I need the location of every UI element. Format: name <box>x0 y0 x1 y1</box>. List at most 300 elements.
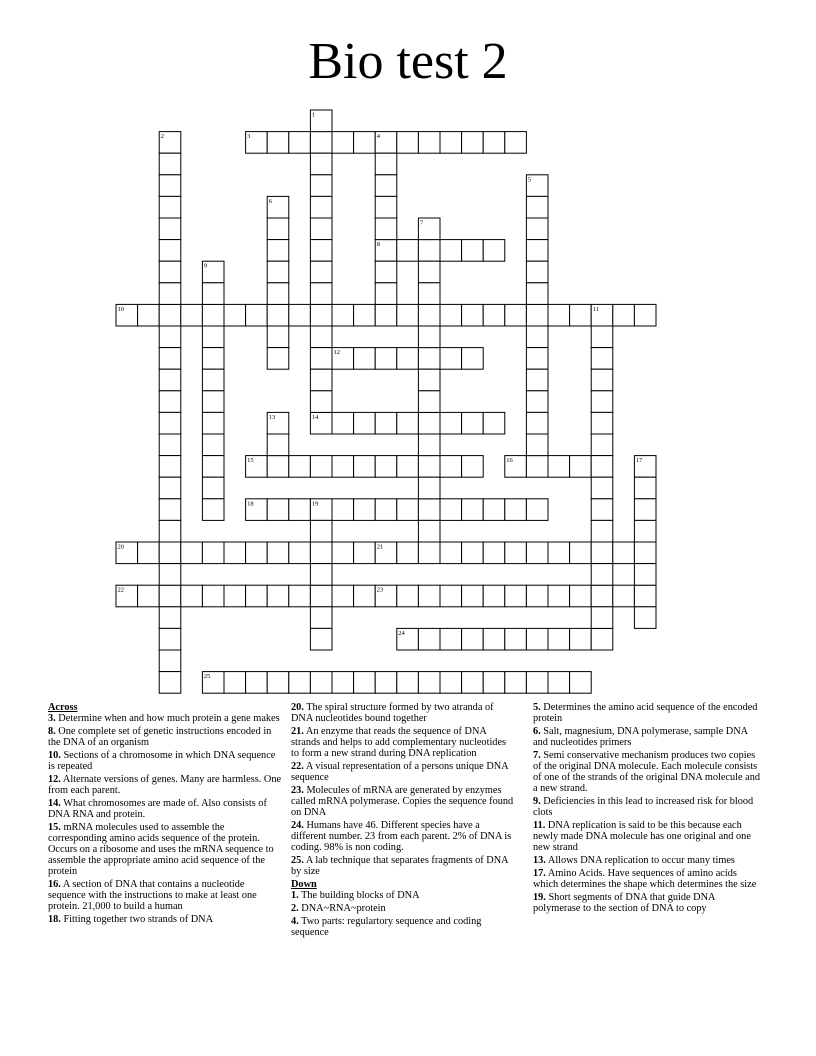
grid-cell[interactable] <box>505 304 527 326</box>
grid-cell[interactable] <box>267 585 289 607</box>
grid-cell[interactable] <box>159 240 181 262</box>
grid-cell[interactable] <box>159 499 181 521</box>
grid-cell[interactable] <box>526 240 548 262</box>
grid-cell[interactable] <box>462 412 484 434</box>
grid-cell[interactable] <box>289 499 311 521</box>
grid-cell[interactable] <box>462 348 484 370</box>
grid-cell[interactable] <box>397 542 419 564</box>
grid-cell[interactable] <box>202 348 224 370</box>
grid-cell[interactable] <box>354 672 376 694</box>
grid-cell[interactable] <box>159 520 181 542</box>
grid-cell[interactable] <box>375 261 397 283</box>
grid-cell[interactable] <box>332 585 354 607</box>
grid-cell[interactable] <box>397 348 419 370</box>
down-clue <box>291 903 515 914</box>
grid-cell[interactable] <box>526 628 548 650</box>
across-clue <box>48 798 284 820</box>
clues-column-2 <box>291 702 515 940</box>
grid-cell[interactable] <box>418 456 440 478</box>
grid-cell[interactable] <box>483 132 505 154</box>
grid-cell[interactable] <box>159 542 181 564</box>
grid-cell[interactable] <box>181 585 203 607</box>
grid-cell[interactable] <box>375 304 397 326</box>
grid-cell[interactable] <box>375 672 397 694</box>
across-clue <box>48 879 284 912</box>
grid-cell[interactable] <box>159 218 181 240</box>
grid-cell[interactable] <box>634 607 656 629</box>
grid-cell[interactable] <box>526 348 548 370</box>
grid-cell[interactable] <box>202 477 224 499</box>
grid-cell[interactable] <box>634 542 656 564</box>
grid-cell[interactable] <box>483 542 505 564</box>
grid-cell[interactable] <box>397 412 419 434</box>
grid-cell[interactable] <box>267 348 289 370</box>
grid-cell[interactable] <box>310 520 332 542</box>
grid-cell[interactable] <box>570 672 592 694</box>
clue-text: A section of DNA that contains a nucleotide sequence with the instructions to make at least one protein. 21,000 to build a human <box>48 879 257 912</box>
grid-cell[interactable] <box>375 153 397 175</box>
grid-cell[interactable] <box>418 369 440 391</box>
grid-cell[interactable] <box>202 542 224 564</box>
grid-cell[interactable] <box>483 240 505 262</box>
grid-cell[interactable] <box>526 434 548 456</box>
grid-cell[interactable] <box>483 628 505 650</box>
grid-cell[interactable] <box>375 456 397 478</box>
grid-cell[interactable] <box>138 304 160 326</box>
grid-cell[interactable] <box>418 132 440 154</box>
grid-cell[interactable] <box>267 542 289 564</box>
grid-cell[interactable] <box>440 240 462 262</box>
grid-cell[interactable] <box>634 520 656 542</box>
grid-cell[interactable] <box>354 456 376 478</box>
grid-cell[interactable] <box>613 585 635 607</box>
grid-cell[interactable] <box>418 261 440 283</box>
clue-num: 5. <box>533 702 541 713</box>
grid-cell[interactable] <box>267 326 289 348</box>
grid-cell[interactable] <box>332 456 354 478</box>
clue-text: Alternate versions of genes. Many are harmless. One from each parent. <box>48 774 282 796</box>
grid-cell[interactable] <box>159 391 181 413</box>
grid-cell[interactable] <box>462 456 484 478</box>
grid-cell[interactable] <box>462 499 484 521</box>
grid-cell[interactable] <box>289 542 311 564</box>
grid-cell[interactable] <box>570 304 592 326</box>
grid-cell[interactable] <box>526 196 548 218</box>
grid-cell[interactable] <box>267 132 289 154</box>
clue-num: 13. <box>533 855 546 866</box>
grid-cell[interactable] <box>181 304 203 326</box>
grid-cell[interactable] <box>418 672 440 694</box>
grid-cell[interactable] <box>267 283 289 305</box>
grid-cell[interactable] <box>462 240 484 262</box>
grid-cell[interactable] <box>332 304 354 326</box>
grid-cell[interactable] <box>310 672 332 694</box>
grid-cell[interactable] <box>570 456 592 478</box>
clue-text: Determine when and how much protein a gene makes <box>55 713 280 724</box>
grid-cell[interactable] <box>375 175 397 197</box>
grid-cell[interactable] <box>159 175 181 197</box>
grid-cell[interactable] <box>267 261 289 283</box>
grid-cell[interactable] <box>138 542 160 564</box>
grid-cell[interactable] <box>310 391 332 413</box>
grid-cell[interactable] <box>526 304 548 326</box>
clue-text: The building blocks of DNA <box>298 890 420 901</box>
grid-cell[interactable] <box>418 585 440 607</box>
clue-text: Determines the amino acid sequence of the encoded protein <box>533 702 758 724</box>
grid-cell[interactable] <box>418 628 440 650</box>
grid-cell[interactable] <box>440 628 462 650</box>
grid-cell[interactable] <box>202 499 224 521</box>
grid-cell[interactable] <box>397 499 419 521</box>
grid-cell[interactable] <box>591 434 613 456</box>
grid-cell[interactable] <box>418 520 440 542</box>
grid-cell[interactable] <box>289 132 311 154</box>
grid-cell[interactable] <box>613 542 635 564</box>
grid-cell[interactable] <box>397 456 419 478</box>
grid-cell[interactable] <box>159 607 181 629</box>
grid-cell[interactable] <box>418 283 440 305</box>
grid-cell[interactable] <box>289 304 311 326</box>
grid-cell[interactable] <box>462 585 484 607</box>
grid-cell[interactable] <box>224 585 246 607</box>
grid-cell[interactable] <box>548 628 570 650</box>
grid-cell[interactable] <box>375 196 397 218</box>
clue-text: One complete set of genetic instructions encoded in the DNA of an organism <box>48 726 272 748</box>
grid-cell[interactable] <box>548 585 570 607</box>
clue-text: A lab technique that separates fragments of DNA by size <box>291 855 509 877</box>
grid-cell[interactable] <box>440 672 462 694</box>
grid-cell[interactable] <box>202 391 224 413</box>
grid-cell[interactable] <box>375 348 397 370</box>
grid-cell[interactable] <box>440 456 462 478</box>
clue-number-1: 1 <box>311 111 316 119</box>
grid-cell[interactable] <box>310 585 332 607</box>
grid-cell[interactable] <box>159 412 181 434</box>
grid-cell[interactable] <box>289 672 311 694</box>
grid-cell[interactable] <box>526 369 548 391</box>
grid-cell[interactable] <box>634 585 656 607</box>
grid-cell[interactable] <box>354 412 376 434</box>
grid-cell[interactable] <box>418 434 440 456</box>
grid-cell[interactable] <box>462 672 484 694</box>
grid-cell[interactable] <box>202 326 224 348</box>
grid-cell[interactable] <box>159 326 181 348</box>
grid-cell[interactable] <box>246 672 268 694</box>
grid-cell[interactable] <box>310 153 332 175</box>
grid-cell[interactable] <box>310 348 332 370</box>
clue-text: DNA replication is said to be this because each newly made DNA molecule has one original and one new strand <box>533 820 751 853</box>
grid-cell[interactable] <box>224 304 246 326</box>
clue-number-19: 19 <box>311 500 319 508</box>
grid-cell[interactable] <box>310 304 332 326</box>
grid-cell[interactable] <box>354 542 376 564</box>
grid-cell[interactable] <box>462 542 484 564</box>
grid-cell[interactable] <box>246 304 268 326</box>
grid-cell[interactable] <box>462 132 484 154</box>
down-clue <box>533 796 763 818</box>
grid-cell[interactable] <box>440 542 462 564</box>
grid-cell[interactable] <box>310 326 332 348</box>
grid-cell[interactable] <box>526 542 548 564</box>
clue-number-8: 8 <box>376 241 380 249</box>
grid-cell[interactable] <box>634 499 656 521</box>
grid-cell[interactable] <box>310 542 332 564</box>
grid-cell[interactable] <box>310 283 332 305</box>
grid-cell[interactable] <box>591 391 613 413</box>
grid-cell[interactable] <box>159 196 181 218</box>
clue-number-20: 20 <box>117 543 124 551</box>
grid-cell[interactable] <box>332 542 354 564</box>
grid-cell[interactable] <box>526 218 548 240</box>
grid-cell[interactable] <box>526 326 548 348</box>
grid-cell[interactable] <box>332 672 354 694</box>
grid-cell[interactable] <box>267 304 289 326</box>
clue-number-22: 22 <box>117 586 124 594</box>
grid-cell[interactable] <box>634 304 656 326</box>
grid-cell[interactable] <box>591 499 613 521</box>
clue-num: 1. <box>291 890 299 901</box>
grid-cell[interactable] <box>462 628 484 650</box>
clue-text: The spiral structure formed by two atranda of DNA nucleotides bound together <box>291 702 494 724</box>
clue-number-6: 6 <box>268 197 272 205</box>
grid-cell[interactable] <box>418 240 440 262</box>
clue-text: Sections of a chromosome in which DNA sequence is repeated <box>48 750 276 772</box>
grid-cell[interactable] <box>570 542 592 564</box>
grid-cell[interactable] <box>159 672 181 694</box>
grid-cell[interactable] <box>159 369 181 391</box>
clue-number-5: 5 <box>527 176 532 184</box>
clue-num: 6. <box>533 726 541 737</box>
clue-text: Fitting together two strands of DNA <box>60 914 214 925</box>
clue-num: 15. <box>48 822 61 833</box>
clue-number-18: 18 <box>247 500 254 508</box>
grid-cell[interactable] <box>462 304 484 326</box>
clue-num: 7. <box>533 750 541 761</box>
grid-cell[interactable] <box>418 412 440 434</box>
clue-num: 11. <box>533 820 546 831</box>
grid-cell[interactable] <box>159 477 181 499</box>
grid-cell[interactable] <box>224 542 246 564</box>
grid-cell[interactable] <box>310 564 332 586</box>
clue-number-15: 15 <box>247 457 254 465</box>
grid-cell[interactable] <box>591 369 613 391</box>
grid-cell[interactable] <box>310 607 332 629</box>
grid-cell[interactable] <box>202 585 224 607</box>
grid-cell[interactable] <box>418 391 440 413</box>
grid-cell[interactable] <box>613 304 635 326</box>
grid-cell[interactable] <box>202 456 224 478</box>
grid-cell[interactable] <box>591 607 613 629</box>
grid-cell[interactable] <box>375 283 397 305</box>
grid-cell[interactable] <box>332 499 354 521</box>
grid-cell[interactable] <box>159 564 181 586</box>
clue-number-17: 17 <box>635 457 643 465</box>
grid-cell[interactable] <box>159 261 181 283</box>
clue-text: Humans have 46. Different species have a different number. 23 from each parent. 2% of DNA is coding. 98% is non coding. <box>291 820 512 853</box>
across-clue <box>48 914 284 925</box>
across-clue <box>291 855 515 877</box>
grid-cell[interactable] <box>483 412 505 434</box>
grid-cell[interactable] <box>570 585 592 607</box>
grid-cell[interactable] <box>591 348 613 370</box>
clue-text: Allows DNA replication to occur many times <box>545 855 735 866</box>
grid-cell[interactable] <box>310 456 332 478</box>
grid-cell[interactable] <box>591 326 613 348</box>
grid-cell[interactable] <box>548 304 570 326</box>
grid-cell[interactable] <box>418 304 440 326</box>
clue-text: Deficiencies in this lead to increased risk for blood clots <box>533 796 754 818</box>
clue-num: 8. <box>48 726 56 737</box>
grid-cell[interactable] <box>354 585 376 607</box>
grid-cell[interactable] <box>591 585 613 607</box>
grid-cell[interactable] <box>440 132 462 154</box>
grid-cell[interactable] <box>397 240 419 262</box>
grid-cell[interactable] <box>310 196 332 218</box>
clue-text: Semi conservative mechanism produces two copies of the original DNA molecule. Each molecule consists of one of the strands of the original DNA molecule and a new strand. <box>533 750 761 794</box>
grid-cell[interactable] <box>591 542 613 564</box>
grid-cell[interactable] <box>440 348 462 370</box>
grid-cell[interactable] <box>591 456 613 478</box>
grid-cell[interactable] <box>267 434 289 456</box>
grid-cell[interactable] <box>634 477 656 499</box>
grid-cell[interactable] <box>159 456 181 478</box>
grid-cell[interactable] <box>354 304 376 326</box>
across-clue <box>48 774 284 796</box>
grid-cell[interactable] <box>354 499 376 521</box>
grid-cell[interactable] <box>548 672 570 694</box>
grid-cell[interactable] <box>505 542 527 564</box>
grid-cell[interactable] <box>526 672 548 694</box>
grid-cell[interactable] <box>505 628 527 650</box>
grid-cell[interactable] <box>483 499 505 521</box>
grid-cell[interactable] <box>289 585 311 607</box>
grid-cell[interactable] <box>310 218 332 240</box>
clue-text: Two parts: regulartory sequence and coding sequence <box>291 916 482 938</box>
grid-cell[interactable] <box>418 348 440 370</box>
grid-cell[interactable] <box>138 585 160 607</box>
clue-number-12: 12 <box>333 349 340 357</box>
grid-cell[interactable] <box>591 628 613 650</box>
grid-cell[interactable] <box>159 283 181 305</box>
grid-cell[interactable] <box>570 628 592 650</box>
grid-cell[interactable] <box>267 240 289 262</box>
grid-cell[interactable] <box>375 412 397 434</box>
grid-cell[interactable] <box>159 304 181 326</box>
grid-cell[interactable] <box>418 542 440 564</box>
across-clue <box>48 726 284 748</box>
grid-cell[interactable] <box>267 456 289 478</box>
grid-cell[interactable] <box>246 585 268 607</box>
grid-cell[interactable] <box>634 564 656 586</box>
clue-num: 25. <box>291 855 304 866</box>
grid-cell[interactable] <box>440 585 462 607</box>
grid-cell[interactable] <box>505 672 527 694</box>
down-header: Down <box>291 879 317 890</box>
grid-cell[interactable] <box>483 304 505 326</box>
grid-cell[interactable] <box>505 499 527 521</box>
grid-cell[interactable] <box>397 672 419 694</box>
clue-number-3: 3 <box>247 133 251 141</box>
grid-cell[interactable] <box>289 456 311 478</box>
grid-cell[interactable] <box>310 628 332 650</box>
clue-number-9: 9 <box>203 262 208 270</box>
grid-cell[interactable] <box>181 542 203 564</box>
grid-cell[interactable] <box>332 412 354 434</box>
grid-cell[interactable] <box>310 369 332 391</box>
grid-cell[interactable] <box>526 283 548 305</box>
grid-cell[interactable] <box>224 672 246 694</box>
grid-cell[interactable] <box>159 628 181 650</box>
grid-cell[interactable] <box>159 434 181 456</box>
grid-cell[interactable] <box>591 477 613 499</box>
grid-cell[interactable] <box>505 585 527 607</box>
grid-cell[interactable] <box>505 132 527 154</box>
grid-cell[interactable] <box>418 499 440 521</box>
grid-cell[interactable] <box>267 499 289 521</box>
grid-cell[interactable] <box>310 261 332 283</box>
grid-cell[interactable] <box>202 283 224 305</box>
clue-num: 3. <box>48 713 56 724</box>
grid-cell[interactable] <box>332 132 354 154</box>
grid-cell[interactable] <box>375 499 397 521</box>
grid-cell[interactable] <box>202 304 224 326</box>
grid-cell[interactable] <box>591 520 613 542</box>
grid-cell[interactable] <box>440 412 462 434</box>
grid-cell[interactable] <box>202 434 224 456</box>
grid-cell[interactable] <box>202 412 224 434</box>
grid-cell[interactable] <box>526 261 548 283</box>
grid-cell[interactable] <box>591 564 613 586</box>
grid-cell[interactable] <box>591 412 613 434</box>
grid-cell[interactable] <box>526 585 548 607</box>
grid-cell[interactable] <box>159 153 181 175</box>
grid-cell[interactable] <box>267 672 289 694</box>
grid-cell[interactable] <box>483 672 505 694</box>
grid-cell[interactable] <box>440 304 462 326</box>
across-clue <box>291 702 515 724</box>
grid-cell[interactable] <box>548 542 570 564</box>
grid-cell[interactable] <box>159 650 181 672</box>
grid-cell[interactable] <box>354 348 376 370</box>
grid-cell[interactable] <box>548 456 570 478</box>
grid-cell[interactable] <box>310 240 332 262</box>
down-clue <box>533 702 763 724</box>
across-clue <box>291 785 515 818</box>
grid-cell[interactable] <box>397 132 419 154</box>
grid-cell[interactable] <box>483 585 505 607</box>
grid-cell[interactable] <box>375 218 397 240</box>
grid-cell[interactable] <box>354 132 376 154</box>
grid-cell[interactable] <box>526 499 548 521</box>
grid-cell[interactable] <box>397 585 419 607</box>
grid-cell[interactable] <box>246 542 268 564</box>
grid-cell[interactable] <box>159 585 181 607</box>
clues-column-1 <box>48 702 284 927</box>
grid-cell[interactable] <box>202 369 224 391</box>
grid-cell[interactable] <box>310 175 332 197</box>
grid-cell[interactable] <box>418 477 440 499</box>
grid-cell[interactable] <box>159 348 181 370</box>
grid-cell[interactable] <box>310 132 332 154</box>
grid-cell[interactable] <box>526 391 548 413</box>
grid-cell[interactable] <box>440 499 462 521</box>
grid-cell[interactable] <box>397 304 419 326</box>
grid-cell[interactable] <box>526 412 548 434</box>
grid-cell[interactable] <box>267 218 289 240</box>
grid-cell[interactable] <box>526 456 548 478</box>
down-clue <box>533 820 763 853</box>
grid-cell[interactable] <box>418 326 440 348</box>
